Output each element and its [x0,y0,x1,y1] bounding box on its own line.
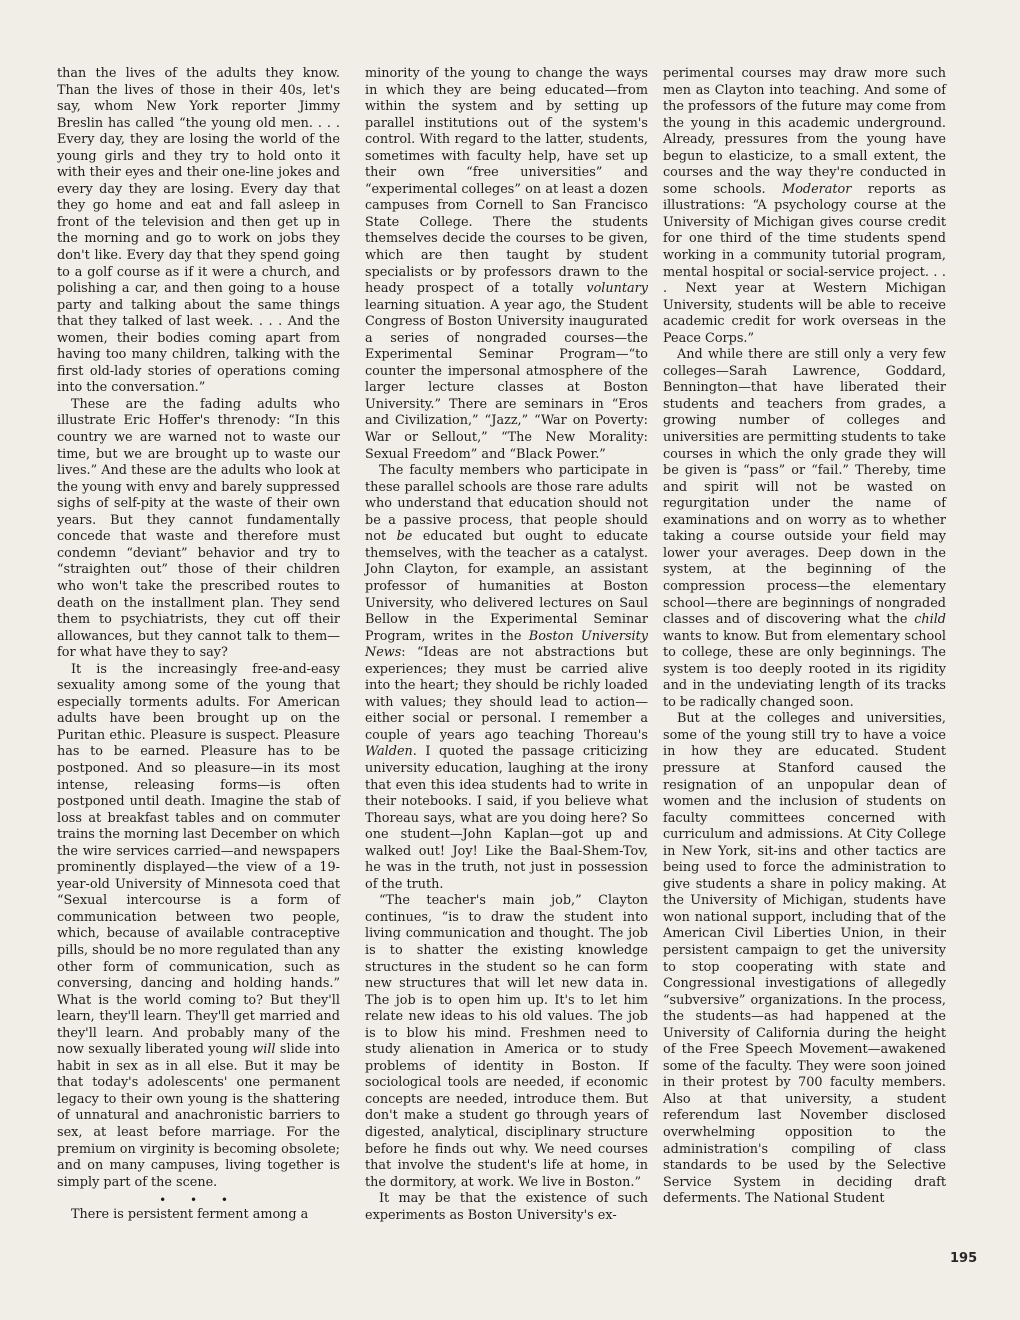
section-break: • • • [159,1193,238,1208]
text-column-right [663,66,946,1208]
paragraph: These are the fading adults who illustrate Eric Hoffer's threnody: “In this country we are warned not to waste our time, but we are brought up to waste our lives.” And these are the adults who look at the young with envy and barely suppressed sighs of self-pity at the waste of their own years. But they cannot fundamentally concede that waste and therefore must condemn “deviant” behavior and try to “straighten out” those of their children who won't take the prescribed routes to death on the installment plan. They send them to psychiatrists, they cut off their allowances, but they cannot talk to them—for what have they to say? [57,396,340,661]
paragraph: The faculty members who participate in these parallel schools are those rare adults who understand that education should not be a passive process, that people should not be educated but ought to educate themselves, with the teacher as a catalyst. John Clayton, for example, an assistant professor of humanities at Boston University, who delivered lectures on Saul Bellow in the Experimental Seminar Program, writes in the Boston University News: “Ideas are not abstractions but experiences; they must be carried alive into the heart; they should be richly loaded with values; they should lead to action—either social or personal. I remember a couple of years ago teaching Thoreau's Walden. I quoted the passage criticizing university education, laughing at the irony that even this idea students had to write in their notebooks. I said, if you believe what Thoreau says, what are you doing here? So one student—John Kaplan—got up and walked out! Joy! Like the Baal-Shem-Tov, he was in the truth, not just in possession of the truth. [365,463,648,892]
paragraph: And while there are still only a very few colleges—Sarah Lawrence, Goddard, Bennington—that have liberated their students and teachers from grades, a growing number of colleges and universities are permitting students to take courses in which the only grade they will be given is “pass” or “fail.” Thereby, time and spirit will not be wasted on regurgitation under the name of examinations and on worry as to whether taking a course outside your field may lower your averages. Deep down in the system, at the beginning of the compression process—the elementary school—there are beginnings of nongraded classes and of discovering what the child wants to know. But from elementary school to college, these are only beginnings. The system is too deeply rooted in its rigidity and in the undeviating length of its tracks to be radically changed soon. [663,347,946,710]
paragraph: It is the increasingly free-and-easy sexuality among some of the young that especially torments adults. For American adults have been brought up on the Puritan ethic. Pleasure is suspect. Pleasure has to be earned. Pleasure has to be postponed. And so pleasure—in its most intense, releasing forms—is often postponed until death. Imagine the stab of loss at breakfast tables and on commuter trains the morning last December on which the wire services carried—and newspapers prominently displayed—the view of a 19-year-old University of Minnesota coed that “Sexual intercourse is a form of communication between two people, which, because of available contraceptive pills, should be no more regulated than any other form of communication, such as conversing, dancing and holding hands.” What is the world coming to? But they'll learn, they'll learn. They'll get married and they'll learn. And probably many of the now sexually liberated young will slide into habit in sex as in all else. But it may be that today's adolescents' one permanent legacy to their own young is the shattering of unnatural and anachronistic barriers to sex, at least before marriage. For the premium on virginity is becoming obsolete; and on many campuses, living together is simply part of the scene. [57,661,340,1190]
paragraph: “The teacher's main job,” Clayton continues, “is to draw the student into living communication and thought. The job is to shatter the existing knowledge structures in the student so he can form new structures that will let new data in. The job is to open him up. It's to let him relate new ideas to his old values. The job is to blow his mind. Freshmen need to study alienation in America or to study problems of identity in Boston. If sociological tools are needed, if economic concepts are needed, introduce them. But don't make a student go through years of digested, analytical, disciplinary structure before he finds out why. We need courses that involve the student's life at home, in the dormitory, at work. We live in Boston.” [365,893,648,1190]
paragraph: than the lives of the adults they know. Than the lives of those in their 40s, let's say, whom New York reporter Jimmy Breslin has called “the young old men. . . . Every day, they are losing the world of the young girls and they try to hold onto it with their eyes and their one-line jokes and every day they are losing. Every day that they go home and eat and fall asleep in front of the television and then get up in the morning and go to work on jobs they don't like. Every day that they spend going to a golf course as if it were a church, and polishing a car, and then going to a house party and talking about the same things that they talked of last week. . . . And the women, their bodies coming apart from having too many children, talking with the first old-lady stories of operations coming into the conversation.” [57,66,340,396]
page-number: 195 [950,1251,978,1266]
text-column-middle [365,66,648,1224]
paragraph: But at the colleges and universities, some of the young still try to have a voice in how they are educated. Student pressure at Stanford caused the resignation of an unpopular dean of women and the inclusion of students on faculty committees concerned with curriculum and admissions. At City College in New York, sit-ins and other tactics are being used to force the administration to give students a share in policy making. At the University of Michigan, students have won national support, including that of the American Civil Liberties Union, in their persistent campaign to get the university to stop cooperating with state and Congressional investigations of allegedly “subversive” organizations. In the process, the students—as had happened at the University of California during the height of the Free Speech Movement—awakened some of the faculty. They were soon joined in their protest by 700 faculty members. Also at that university, a student referendum last November disclosed overwhelming opposition to the administration's compiling of class standards to be used by the Selective Service System in deciding draft deferments. The National Student [663,711,946,1207]
paragraph: It may be that the existence of such experiments as Boston University's ex- [365,1191,648,1223]
paragraph: There is persistent ferment among a [71,1207,309,1223]
paragraph: perimental courses may draw more such men as Clayton into teaching. And some of the professors of the future may come from the young in this academic underground. Already, pressures from the young have begun to elasticize, to a small extent, the courses and the way they're conducted in some schools. Moderator reports as illustrations: “A psychology course at the University of Michigan gives course credit for one third of the time students spend working in a community tutorial program, mental hospital or social-service project. . . . Next year at Western Michigan University, students will be able to receive academic credit for work overseas in the Peace Corps.” [663,66,946,346]
paragraph: minority of the young to change the ways in which they are being educated—from within the system and by setting up parallel institutions out of the system's control. With regard to the latter, students, sometimes with faculty help, have set up their own “free universities” and “experimental colleges” on at least a dozen campuses from Cornell to San Francisco State College. There the students themselves decide the courses to be given, which are then taught by student specialists or by professors drawn to the heady prospect of a totally voluntary learning situation. A year ago, the Student Congress of Boston University inaugurated a series of nongraded courses—the Experimental Seminar Program—“to counter the impersonal atmosphere of the larger lecture classes at Boston University.” There are seminars in “Eros and Civilization,” “Jazz,” “War on Poverty: War or Sellout,” “The New Morality: Sexual Freedom” and “Black Power.” [365,66,648,462]
text-column-left [57,66,340,1224]
